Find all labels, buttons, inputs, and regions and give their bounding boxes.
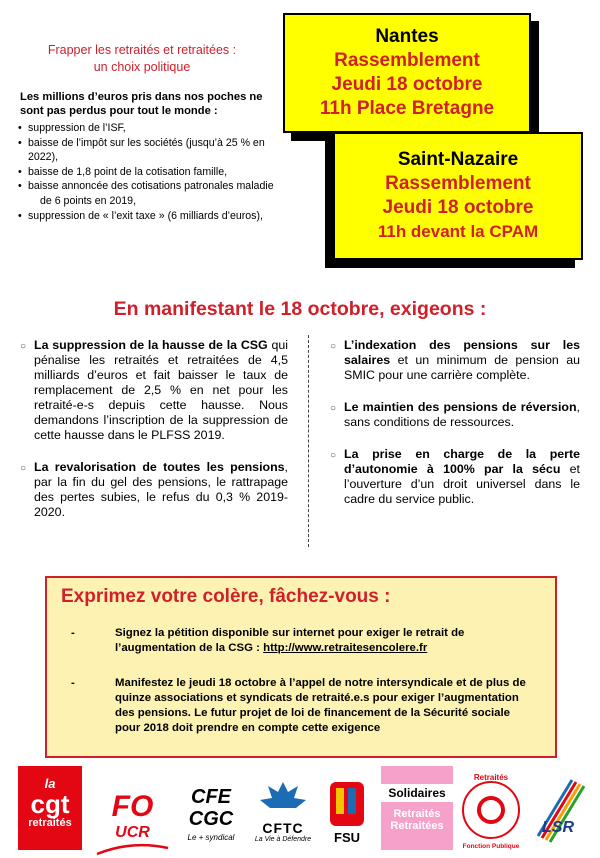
tax-cuts-list bbox=[18, 121, 280, 223]
nantes-place: 11h Place Bretagne bbox=[319, 98, 495, 119]
circle-bullet-icon: ○ bbox=[20, 341, 27, 352]
call-to-action-box bbox=[45, 576, 557, 758]
nantes-event: Rassemblement bbox=[334, 50, 480, 71]
demand-item: ○ La suppression de la hausse de la CSG qui pénalise les retraités et retraitées de 4,5 milliards d’euros et fait baisser le taux de remplacement de 2,5 % en net pour les retraité-e-s depuis cette hausse. Nous demandons l’inscription de la suppression de cette hausse dans le PLFSS 2019. bbox=[20, 338, 288, 442]
circle-bullet-icon: ○ bbox=[330, 341, 337, 352]
sn-event: Rassemblement bbox=[385, 173, 531, 194]
petition-link[interactable]: http://www.retraitesencolere.fr bbox=[263, 642, 428, 654]
list-item-continuation: de 6 points en 2019, bbox=[40, 194, 137, 207]
list-item: • baisse de 1,8 point de la cotisation famille, bbox=[18, 165, 280, 180]
nantes-date: Jeudi 18 octobre bbox=[331, 74, 483, 95]
sn-place: 11h devant la CPAM bbox=[377, 222, 539, 241]
fo-ucr-logo: FO UCR bbox=[95, 790, 170, 846]
demands-right-column bbox=[330, 338, 580, 524]
sn-date: Jeudi 18 octobre bbox=[382, 197, 534, 218]
cftc-emblem-icon bbox=[252, 778, 314, 820]
nantes-event-box bbox=[283, 13, 531, 133]
call-title: Exprimez votre colère, fâchez-vous : bbox=[61, 586, 391, 607]
retraites-fonction-publique-logo bbox=[459, 766, 523, 850]
svg-text:LSR: LSR bbox=[542, 819, 574, 836]
fp-emblem-icon bbox=[459, 766, 523, 850]
march-action: - Manifestez le jeudi 18 octobre à l’appel de notre intersyndicale et de plus de quinze associations et syndicats de retraité.e.s pour exiger l’augmentation des pensions. Le futur projet de loi de financement de la Sécurité sociale pour 2018 doit prendre en compte cette exigence bbox=[71, 677, 526, 734]
saint-nazaire-event-box bbox=[333, 132, 583, 260]
lsr-rainbow-icon bbox=[528, 766, 586, 850]
intro-title: Frapper les retraités et retraitées : un choix politique bbox=[47, 43, 237, 74]
fsu-emblem-icon bbox=[326, 776, 368, 830]
sn-city: Saint-Nazaire bbox=[397, 149, 519, 170]
circle-bullet-icon: ○ bbox=[330, 403, 337, 414]
list-item: • baisse de l’impôt sur les sociétés (jusqu’à 25 % en 2022), bbox=[18, 136, 280, 165]
svg-text:Fonction Publique: Fonction Publique bbox=[462, 843, 520, 850]
demand-item: ○ La prise en charge de la perte d’autonomie à 100% par la sécu et l’ouverture d’un droit universel dans le cadre du service public. bbox=[330, 447, 581, 506]
list-item: • suppression de « l’exit taxe » (6 milliards d’euros), bbox=[18, 209, 280, 224]
demand-item: ○ Le maintien des pensions de réversion, sans conditions de ressources. bbox=[330, 400, 580, 429]
demands-left-column bbox=[20, 338, 288, 537]
list-item: • baisse annoncée des cotisations patronales maladie bbox=[18, 179, 280, 194]
fo-swoosh-icon bbox=[95, 842, 170, 856]
lsr-logo bbox=[528, 766, 586, 850]
list-item: • suppression de l’ISF, bbox=[18, 121, 280, 136]
cgt-logo: la cgt retraités bbox=[18, 766, 82, 850]
demand-item: ○ L’indexation des pensions sur les salaires et un minimum de pension au SMIC pour une carrière complète. bbox=[330, 338, 580, 382]
circle-bullet-icon: ○ bbox=[330, 450, 337, 461]
cftc-logo: CFTC La Vie à Défendre bbox=[252, 766, 314, 850]
circle-bullet-icon: ○ bbox=[20, 463, 27, 474]
fsu-logo: FSU bbox=[326, 766, 368, 850]
column-divider bbox=[308, 335, 309, 547]
headline: En manifestant le 18 octobre, exigeons : bbox=[113, 298, 487, 320]
petition-action: - Signez la pétition disponible sur internet pour exiger le retrait de l’augmentation de la CSG : http://www.retraitesencolere.fr bbox=[71, 627, 465, 654]
intro-text: Les millions d’euros pris dans nos poches ne sont pas perdus pour tout le monde : bbox=[20, 91, 263, 117]
solidaires-logo: Solidaires Retraités Retraitées bbox=[381, 766, 453, 850]
demand-item: ○ La revalorisation de toutes les pensions, par la fin du gel des pensions, le rattrapage des pertes subies, le refus du 0,3 % 2019-2020. bbox=[20, 460, 288, 519]
svg-text:Retraités: Retraités bbox=[473, 773, 509, 782]
cfe-cgc-logo: CFE CGC Le + syndical bbox=[187, 786, 235, 842]
nantes-city: Nantes bbox=[375, 26, 439, 47]
